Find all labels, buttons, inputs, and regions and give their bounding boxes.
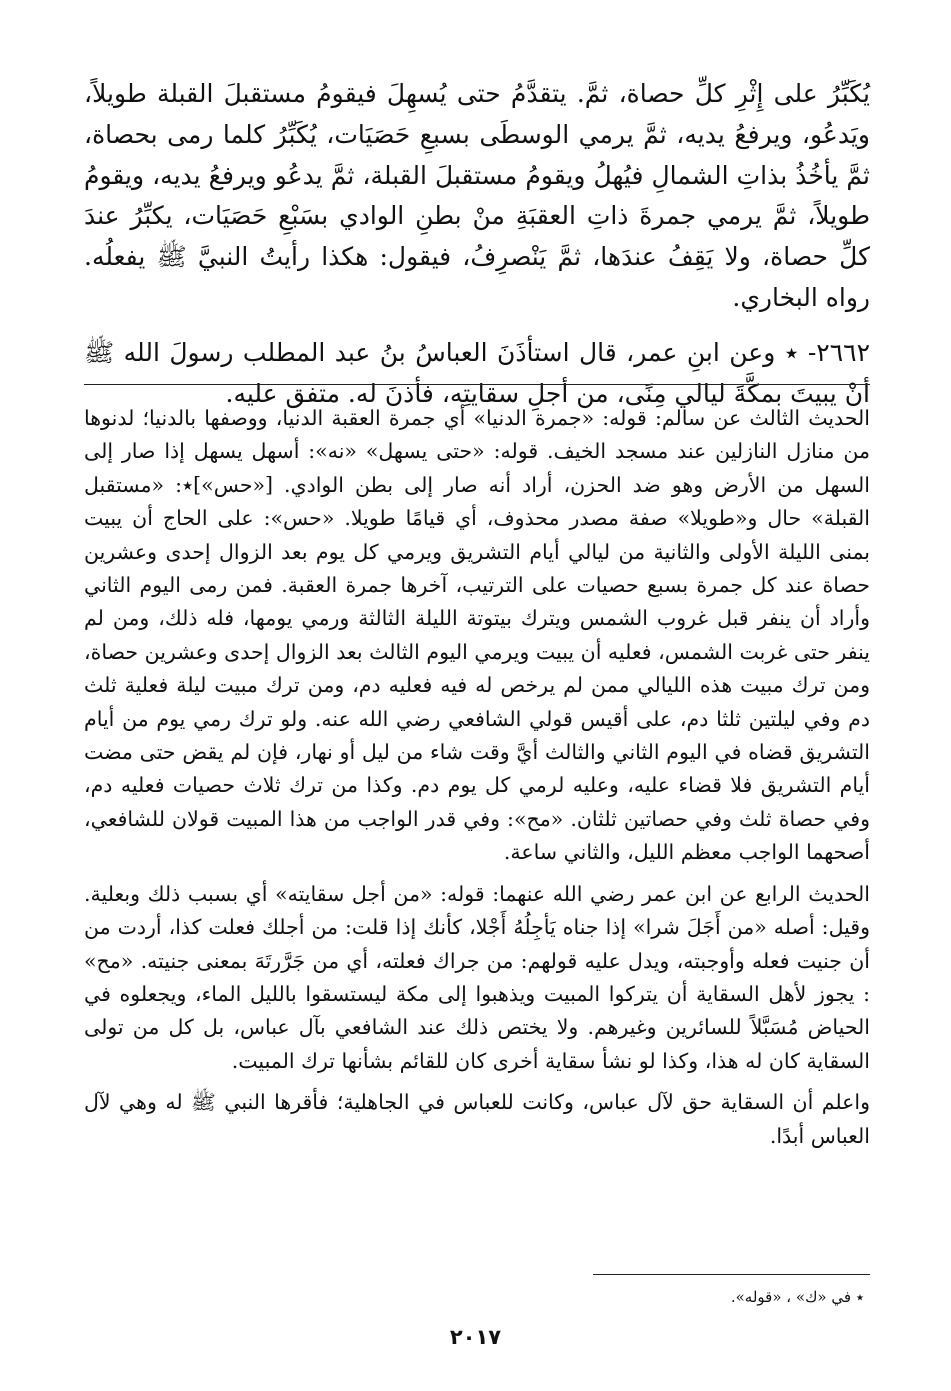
footnote: ٭ في «ك» ، «قوله».	[730, 1288, 864, 1306]
page-number: ٢٠١٧	[449, 1325, 502, 1349]
commentary-paragraph-fourth-hadith: الحديث الرابع عن ابن عمر رضي الله عنهما: قوله: «من أجل سقايته» أي بسبب ذلك وبعلية. وقيل: أصله «من أَجَلَ شرا» إذا جناه يَأجِلُهُ أَجْلا، كأنك إذا قلت: من أجلك فعلت كذا، أردت من أن جنيت فعله وأوجبته، ويدل عليه قولهم: من جراك فعلته، أي من جَرَّرتَهَ بمعنى جنيته. «مح» : يجوز لأهل السقاية أن يتركوا المبيت ويذهبوا إلى مكة ليستسقوا بالليل الماء، ويجعلوه في الحياض مُسَبَّلاً للسائرين وغيرهم. ولا يختص ذلك عند الشافعي بآل عباس، بل كل من تولى السقاية كان له هذا، وكذا لو نشأ سقاية أخرى كان للقائم بشأنها ترك المبيت.	[84, 881, 870, 1073]
commentary-separator-line	[84, 384, 870, 385]
footnote-separator-line	[593, 1274, 870, 1275]
commentary-block	[84, 402, 870, 1153]
commentary-paragraph-third-hadith: الحديث الثالث عن سالم: قوله: «جمرة الدنيا» أي جمرة العقبة الدنيا، ووصفها بالدنيا؛ لدنوها من منازل النازلين عند مسجد الخيف. قوله: «حتى يسهل» «نه»: أسهل يسهل إذا صار إلى السهل من الأرض وهو ضد الحزن، أراد أنه صار إلى بطن الوادي. [«حس»]٭: «مستقبل القبلة» حال و«طويلا» صفة مصدر محذوف، أي قيامًا طويلا. «حس»: على الحاج أن يبيت بمنى الليلة الأولى والثانية من ليالي أيام التشريق ويرمي كل يوم بعد الزوال إحدى وعشرين حصاة عند كل جمرة بسبع حصيات على الترتيب، آخرها جمرة العقبة. فمن رمى اليوم الثاني وأراد أن ينفر قبل غروب الشمس ويترك بيتوتة الليلة الثالثة ورمي يومها، فله ذلك، ومن لم ينفر حتى غربت الشمس، فعليه أن يبيت ويرمي اليوم الثالث بعد الزوال إحدى وعشرين حصاة، ومن ترك مبيت هذه الليالي ممن لم يرخص له فيه فعليه دم، ومن ترك مبيت ليلة فعلية ثلث دم وفي ليلتين ثلثا دم، على أقيس قولي الشافعي رضي الله عنه. ولو ترك رمي يوم من أيام التشريق قضاه في اليوم الثاني والثالث أيَّ وقت شاء من ليل أو نهار، فإن لم يقض حتى مضت أيام التشريق فلا قضاء عليه، وعليه لرمي كل يوم دم. وكذا من ترك ثلاث حصيات فعليه دم، وفي حصاة ثلث وفي حصاتين ثلثان. «مح»: وفي قدر الواجب من هذا المبيت قولان للشافعي، أصحهما الواجب معظم الليل، والثاني ساعة.	[84, 406, 870, 865]
hadith-2662-paragraph: ٢٦٦٢- ٭ وعن ابنِ عمر، قال استأذَنَ العباسُ بنُ عبد المطلب رسولَ الله ﷺ أنْ يبيتَ بمكَّةَ ليالي مِنًى، من أجلِ سقايتِه، فأذنَ له. متفق عليه.	[84, 337, 870, 408]
hadith-text-block	[84, 74, 870, 414]
hadith-continuation-paragraph: يُكَبِّرُ على إِثْرِ كلِّ حصاة، ثمَّ. يتقدَّمُ حتى يُسهِلَ فيقومُ مستقبلَ القبلة طويلاً، ويَدعُو، ويرفعُ يديه، ثمَّ يرمي الوسطَى بسبعِ حَصَيَات، يُكَبِّرُ كلما رمى بحصاة، ثمَّ يأخُذُ بذاتِ الشمالِ فيُهلُ ويقومُ مستقبلَ القبلة، ثمَّ يدعُو ويرفعُ يديه، ويقومُ طويلاً، ثمَّ يرمي جمرةَ ذاتِ العقبَةِ منْ بطنِ الوادي بسَبْعِ حَصَيَات، يكبِّرُ عندَ كلِّ حصاة، ولا يَقِفُ عندَها، ثمَّ يَنْصرِفُ، فيقول: هكذا رأيتُ النبيَّ ﷺ يفعلُه. رواه البخاري.	[84, 79, 870, 312]
commentary-paragraph-closing: واعلم أن السقاية حق لآل عباس، وكانت للعباس في الجاهلية؛ فأقرها النبي ﷺ له وهي لآل العباس أبدًا.	[84, 1090, 870, 1148]
